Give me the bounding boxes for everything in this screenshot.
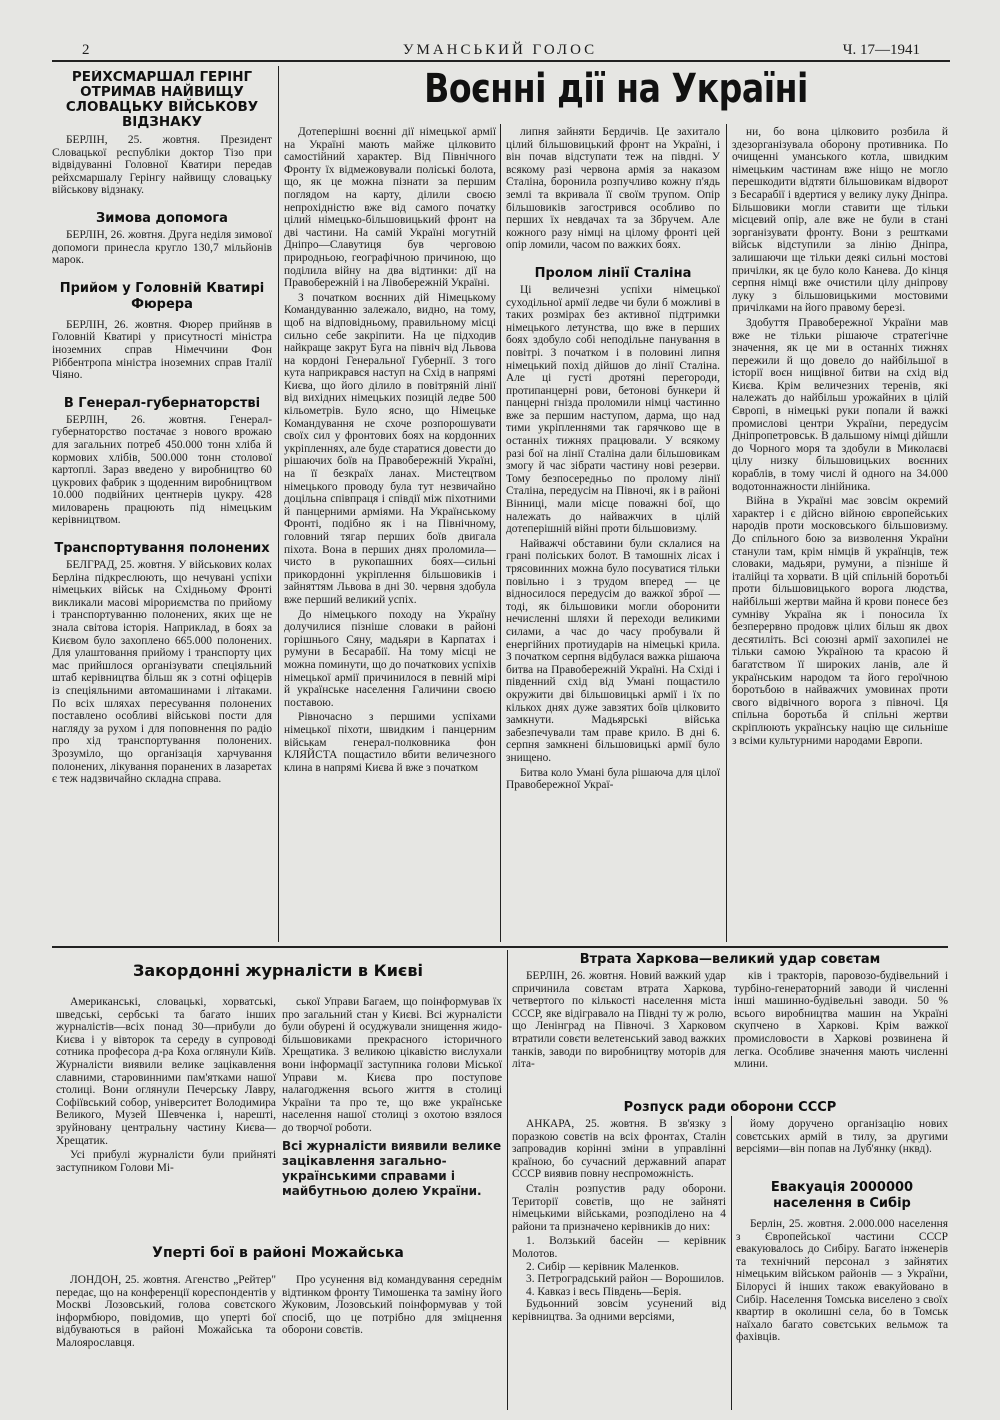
list-item: 3. Петроградський район — Ворошилов. <box>526 1273 725 1286</box>
lead-paragraph: Ці величезні успіхи німецької суходільної армії ледве чи були б можливі в таких розмірах без активної підтримки німецького летунства, що вже в перших боях здобуло собі неподільне панування в повітрі. З початком і в половині липня німецький похід дійшов до лінії Сталіна. Але ці густі дротяні перегороди, протипанцерні рови, бетонові бункери й панцерні гнізда проломили німці частинно вже за першим наступом, дарма, що над тими укріпленнями так гарячково ще в останніх тижнях працювали. У всякому разі бої на лінії Сталіна дали більшовикам змогу й час зібрати частину нові резерви. Тому безпосередньо по пролому лінії Сталіна, передусім на Півночі, як і в районі Вінниці, мали місце поважні бої, що належать до найважчих в цілій дотеперішній війні проти більшовизму. <box>506 283 720 536</box>
lead-paragraph: ни, бо вона цілковито розбила й здезорганізувала оборону противника. По очищенні уманського котла, швидким німецьким частинам вже ніщо не могло перешкодити відтяти більшовикам відворот з Бесарабії і вдертися у велику луку Дніпра. Більшовики могли ставити ще тільки місцевий опір, але вже не були в стані зорганізувати фронту. Вони з рештками військ відступили за лінію Дніпра, залишаючи ще тільки деякі сильні мостові причілки, як це було коло Канева. До кінця серпня німці вже очистили цілу дніпрову луку з більшовицькими мостовими причілками на його правому березі. <box>732 126 948 315</box>
kharkiv-column-2 <box>734 970 948 1096</box>
journalists-paragraph: Усі прибулі журналісти були прийняті заступником Голови Мі- <box>56 1149 276 1174</box>
evacuation-block <box>736 1180 948 1410</box>
journalists-column-1 <box>56 996 276 1218</box>
column-divider-lead-2 <box>726 124 727 942</box>
winter-help-headline: Зимова допомога <box>96 210 228 226</box>
masthead-rule <box>52 60 950 62</box>
lead-column-2 <box>506 126 720 942</box>
lead-paragraph: З початком воєнних дій Німецькому Командуванню залежало, видно, на тому, щоб на відповідньому, правильному місці сильно себе закріпити. На це підходив найкраще закрут Буга на північ від Львова на кордоні Генеральної Губернії. З того кута наприкрався наступ на Схід в напрямі Києва, що його ділило в повітряній лінії від вихідних німецьких позицій ледве 500 кільометрів. Було ясно, що Німецьке Командування не схоче розпорошувати своїх сил у фронтових боях на кордонних укріпленнях, але буде старатися довести до рішаючих боїв на Правобережній Україні, на її безкраїх ланах. Мистецтвом німецького проводу була тут незвичайно доцільна співпраця і співдії між піхотними й панцерними арміями. На Українському Фронті, подібно як і на Північному, головний тягар перших боїв двигала піхота. Вона в перших днях проломила—чисто в рукопашних боях—сильні прикордонні укріплення більшовиків і зайняттям Львова в дні 30. червня здобула вже перший великий успіх. <box>284 291 496 606</box>
column-divider-left <box>278 66 279 942</box>
defense-council-list <box>512 1235 726 1298</box>
prisoners-headline: Транспортування полонених <box>54 541 270 557</box>
kharkiv-body: ків і тракторів, паровозо-будівельний і турбіно-генераторний заводи й численні інші машинно-будівельні заводи. 50 % всього виробництва машин на Україні скупчено в Харкові. Крім важкої промисловости в Харкові розвинена й легка. Особливе значення мають численні млини. <box>734 970 948 1071</box>
defense-headline-box <box>512 1100 948 1118</box>
goering-body: БЕРЛІН, 25. жовтня. Президент Словацької республіки доктор Тізо при відвідуванні Головної Кватири передав рейхсмаршалу Герінгу найвищу словацьку військову відзнаку. <box>52 134 272 197</box>
lead-headline-box <box>284 68 948 122</box>
column-divider-bottom-right <box>731 1116 732 1410</box>
kharkiv-headline: Втрата Харкова—великий удар совєтам <box>579 952 881 967</box>
lead-headline: Воєнні дії на Україні <box>424 68 808 112</box>
lead-paragraph: Здобуття Правобережної України мав вже не тільки рішаюче стратегічне значення, як це ми в останніх тижнях пережили й що довело до найбільшої в історії воєн нищівної битви на схід від Києва. Крім величезних теренів, які належать до найбільш урожайних в цілій Європі, в німецькі руки попали й важкі промислові центри України, передусім Дніпропетровськ. В дальшому німці дійшли до Чорного моря та здобули в Миколаєві цілу низку більшовицьких воєнних кораблів, в тому числі й одного на 34.000 водотоннажности лінійника. <box>732 316 948 493</box>
defense-council-headline: Розпуск ради оборони СССР <box>623 1100 837 1115</box>
mozhaisk-body: ЛОНДОН, 25. жовтня. Агенство „Рейтер" передає, що на конференції кореспондентів у Москві Лозовський, голова совєтского інформбюро, повідомив, що уперті бої відбуваються в районі Можайська та Малоярославця. <box>56 1274 276 1349</box>
column-divider-lead-1 <box>500 124 501 942</box>
mozhaisk-column-1 <box>56 1274 276 1410</box>
lead-paragraph: Найважчі обставини були склалися на грані поліських болот. В тамошніх лісах і трясовинних можна було посуватися тільки повільно і з трудом вперед — це відносилося передусім до важкої зброї — тоді, як більшовики могли оборонити нечисленні шляхи й переходи великими силами, а час до часу пробували й енергійних протиударів на німецькі крила. З початком серпня відбулася важка рішаюча битва на Правобережній Україні. На Східі і південний схід від Умані пощастило окружити дві більшовицькі армії і їх по кількох днях дуже завзятих боїв цілковито замкнути. Мадьярські війська забезпечували там праве крило. В дні 6. серпня замкнені більшовицькі армії було знищено. <box>506 537 720 764</box>
journalists-paragraph: ської Управи Багаем, що поінформував їх про загальний стан у Києві. Всі журналісти були обурені й осуджували знищення жидо-більшовиками прекрасного історичного Хрещатика. З великою цікавістю вислухали вони інформації заступника голови Міської Управи м. Києва про поступове налагодження всього життя в столиці України та про те, що вже українське населення нашої столиці з охотою взялося до творчої роботи. <box>282 996 502 1134</box>
journalists-paragraph: Американські, словацькі, хорватські, шведські, сербські та багато інших журналістів—всіх понад 30—прибули до Києва і у вівторок та середу в супроводі сотника професора д-ра Коха оглянули Київ. Журналісти виявили велике зацікавлення славними, старовинними пам'ятками нашої столиці. Вони оглянули Печерську Лавру, Софіївський собор, університет Володимира Великого, Музей Шевченка і, нарешті, зруйновану центральну частину Києва—Хрещатик. <box>56 996 276 1147</box>
page-number: 2 <box>82 42 90 58</box>
mozhaisk-headline: Уперті бої в районі Можайська <box>152 1245 404 1261</box>
defense-council-column-1 <box>512 1118 726 1410</box>
list-item: 4. Кавказ і весь Південь—Берія. <box>526 1285 682 1298</box>
lead-paragraph: Рівночасно з першими успіхами німецької піхоти, швидким і панцерним військам генерал-полковника фон КЛЯЙСТА пощастило вбити величезного клина в напрямі Києва й вже з початком <box>284 711 496 774</box>
governorate-headline: В Генерал-губернаторстві <box>63 395 261 411</box>
prisoners-body: БЕЛГРАД, 25. жовтня. У військових колах Берліна підкреслюють, що нечувані успіхи німецьких військ на Східньому Фронті викликали масові мірориємства по прийому і транспортуванню полонених, яких ще не знала світова історія. Наприклад, в боях за Києвом було захоплено 665.000 полонених. Для улаштовання прийому і транспорту цих мас прийшлося організувати спеціяльний штаб керівництва більш як з сотні офіцерів із спеціяльними автомашинами і літаками. По всіх шляхах пересування полонених поставлено особливі військові пости для нагляду за рухом і для поповнення по радіо про хід транспортування полонених. Зрозуміло, що організація харчування полонених, лікування поранених в лазаретах є теж надзвичайно складна справа. <box>52 559 272 786</box>
lead-column-3 <box>732 126 948 942</box>
defense-council-end: Будьонний зовсім усунений від керівництва. За одними версіями, <box>512 1298 726 1323</box>
reception-headline: Прийом у Головній Кватирі Фюрера <box>59 280 265 312</box>
defense-council-continuation: йому доручено організацію нових совєтських армій в тилу, за другими версіями—він попав на Луб'янку (нквд). <box>736 1118 948 1156</box>
journalists-headline: Закордонні журналісти в Києві <box>132 961 424 980</box>
journalists-headline-box <box>56 958 500 988</box>
lead-paragraph: Дотеперішні воєнні дії німецької армії на Україні мають майже цілковито самостійний характер. Від Північного Фронту їх відмежовували поліські болота, що, як це можна пізнати за першим поглядом на карту, ділили своєю непрохідністю вже від самого початку цілий німецько-більшовицький фронт на дві частини. На самій Україні могутній Дніпро—Славутиця був черговою природньою, географічною причиною, що поділила війну на два відтинки: дії на Правобережній і на Лівобережній Україні. <box>284 126 496 290</box>
newspaper-title: УМАНСЬКИЙ ГОЛОС <box>402 42 598 58</box>
kharkiv-headline-box <box>512 952 948 970</box>
masthead <box>52 40 948 62</box>
column-divider-bottom <box>507 950 508 1410</box>
mozhaisk-body: Про усунення від командування середнім відтинком фронту Тимошенка та заміну його Жуковим, Лозовський поінформував у той спосіб, що це потрібно для зміцнення оборони совєтів. <box>282 1274 502 1337</box>
defense-council-intro: АНКАРА, 25. жовтня. В зв'язку з поразкою совєтів на всіх фронтах, Сталін запровадив корінні зміни в управлінні країною, бо сучасний державний апарат СССР виявив повну неспроможність. <box>512 1118 726 1181</box>
lead-column-1 <box>284 126 496 942</box>
evacuation-body: Берлін, 25. жовтня. 2.000.000 населення з Європейської частини СССР евакуювалось до Сибіру. Багато інженерів та технічний персонал з зайнятих німецьким військом районів — з України, Білорусі й інших також евакуйовано в Сибір. Населення Томська виселено з своїх квартир в околишні села, бо в Томськ наїхало багато совєтських вельмож та фахівців. <box>736 1218 948 1344</box>
lead-paragraph: До німецького походу на Україну долучилися пізніше словаки в районі горішнього Сяну, мадьяри в Карпатах і румуни в Бесарабії. На тому місці не можна поминути, що до початкових успіхів німецької армії причинилося в певній мірі й українське населення Галичини своєю поставою. <box>284 608 496 709</box>
defense-council-mid: Сталін розпустив раду оборони. Території совєтів, що не зайняті німецькими військами, розподілено на 4 райони та призначено керівників до них: <box>512 1182 726 1233</box>
left-column <box>52 70 272 942</box>
stalin-line-subheading: Пролом лінії Сталіна <box>534 265 692 281</box>
kharkiv-column-1 <box>512 970 726 1096</box>
lead-paragraph: Битва коло Умані була рішаюча для цілої Правобережної Украї- <box>506 766 720 792</box>
kharkiv-body: БЕРЛІН, 26. жовтня. Новий важкий удар спричинила совєтам втрата Харкова, четвертого по кількості населення міста СССР, яке відігравало на Півдні ту ж ролю, що Ленінград на Півночі. З Харковом втратили совєти велетенський завод важких танків, заводи по виробництву моторів для літа- <box>512 970 726 1071</box>
goering-headline: РЕЙХСМАРШАЛ ГЕРІНГ ОТРИМАВ НАЙВИЩУ СЛОВАЦЬКУ ВІЙСЬКОВУ ВІДЗНАКУ <box>65 70 259 130</box>
winter-help-body: БЕРЛІН, 26. жовтня. Друга неділя зимової допомоги принесла кругло 130,7 мільйонів марок. <box>52 228 272 267</box>
list-item: 1. Волзький басейн — керівник Молотов. <box>512 1235 726 1260</box>
defense-council-column-2 <box>736 1118 948 1176</box>
list-item: 2. Сибір — керівник Маленков. <box>526 1260 679 1273</box>
evacuation-headline: Евакуація 2000000 населення в Сибір <box>770 1180 914 1211</box>
reception-body: БЕРЛІН, 26. жовтня. Фюрер прийняв в Головній Кватирі у присутності міністра іноземних справ Німеччини Фон Ріббентропа міністра іноземних справ Італії Чіяно. <box>52 318 272 382</box>
section-rule-bottom <box>52 946 948 948</box>
lead-paragraph: Війна в Україні має зовсім окремий характер і є дійсно війною європейських народів проти московського більшовизму. До спільного бою за визволення України станули там, крім німців й українців, теж словаки, мадьяри, румуни, а пізніше й італійці та хорвати. В цій спільній боротьбі проти більшовицького ворога людства, найбільші жертви майна й крови понесе без сумніву Україна як і поносила їх безперервно продовж цілих більш як двох десятиліть. Всі союзні армії захопилеі не тільки самою Україною та красою й багатством її широких ланів, але й українським народом та його героїчною боротьбою в найважчих умовинах проти свого відвічного ворога з півночі. Ця спільна боротьба й спільні жертви скріплюють українську націю ще сильніше з всіми культурними народами Европи. <box>732 495 948 747</box>
issue-number: Ч. 17—1941 <box>842 42 920 58</box>
mozhaisk-column-2 <box>282 1274 502 1410</box>
journalists-bold-note: Всі журналісти виявили велике зацікавлення загально-українськими справами і майбутньою долею України. <box>282 1138 502 1198</box>
mozhaisk-headline-box <box>56 1244 500 1270</box>
journalists-column-2 <box>282 996 502 1218</box>
governorate-body: БЕРЛІН, 26. жовтня. Генерал-губернаторство постачає з нового врожаю для загальних потреб 450.000 тонн хліба й кормових хлібів, 500.000 тонн столової картоплі. Зараз введено у виробництво 60 цукрових фабрик з щоденним виробництвом 10.000 подвійних центнерів цукру. 428 миловарень працюють під німецьким керівництвом. <box>52 413 272 527</box>
lead-paragraph: липня зайняти Бердичів. Це захитало цілий більшовицький фронт на Україні, і він почав відступати теж на півдні. У всякому разі червона армія за наказом Сталіна, боронила розпучливо кожну п'ядь землі та вкривала її своїм трупом. Опір більшовиків загострився особливо по перших їх невдачах та за Збручем. Але кожного разу німці на цілому фронті цей опір ломили, часом по важких боях. <box>506 126 720 252</box>
